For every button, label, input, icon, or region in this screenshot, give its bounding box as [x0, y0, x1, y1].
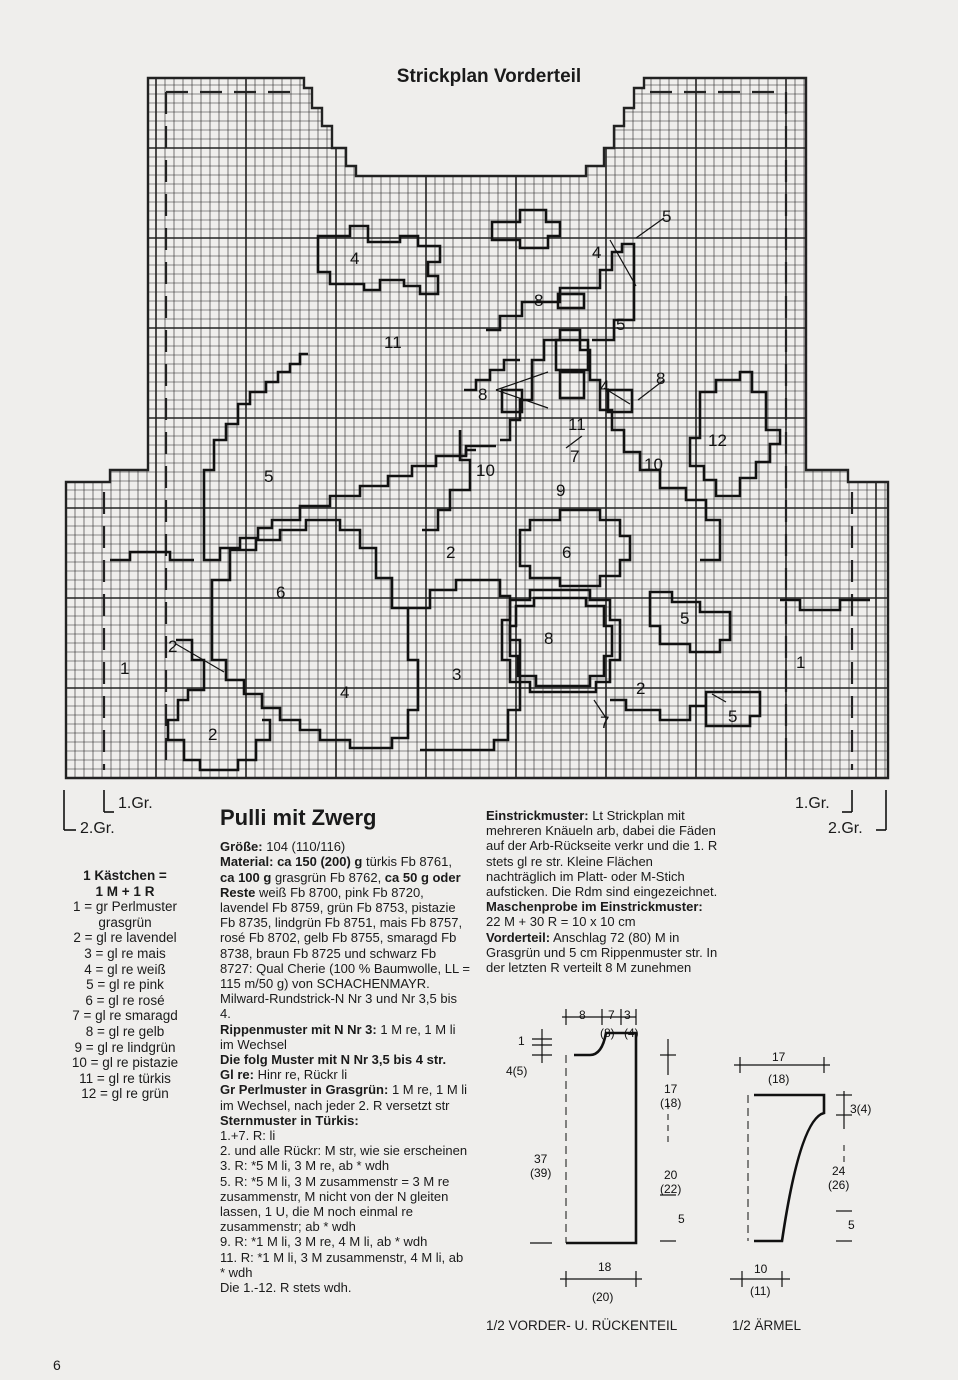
chart-region-number: 10 [644, 455, 663, 474]
legend-item: 12 = gl re grün [81, 1086, 169, 1102]
sternmuster-line: 11. R: *1 M li, 3 M zusammenstr, 4 M li, ab * wdh [220, 1249, 464, 1280]
schema-dim: (4) [624, 1026, 639, 1040]
schema-dim: 3 [624, 1008, 631, 1022]
chart-region-number: 8 [544, 629, 554, 648]
chart-region-number: 10 [476, 461, 495, 480]
schema-sleeve-dim: 24 [832, 1164, 846, 1178]
chart-region-number: 8 [534, 291, 544, 310]
schema-caption-sleeve: 1/2 ÄRMEL [732, 1318, 802, 1333]
legend-item: 6 = gl re rosé [85, 992, 165, 1008]
schema-dim: 18 [598, 1260, 612, 1274]
schema-sleeve-dim: 3(4) [850, 1102, 872, 1116]
schema-caption-body: 1/2 VORDER- U. RÜCKENTEIL [486, 1318, 678, 1333]
pattern-schematics [490, 995, 910, 1304]
schema-dim: (22) [660, 1182, 682, 1196]
sternmuster-line: 2. und alle Rückr: M str, wie sie erscheinen [220, 1143, 468, 1159]
legend-item: 11 = gl re türkis [79, 1070, 171, 1086]
sternmuster-line: 9. R: *1 M li, 3 M re, 4 M li, ab * wdh [220, 1234, 428, 1250]
chart-region-number: 12 [708, 431, 727, 450]
legend-item: 5 = gl re pink [86, 977, 164, 993]
schema-sleeve-dim: 17 [772, 1050, 786, 1064]
legend-item: 2 = gl re lavendel [73, 930, 177, 946]
instructions-column [486, 808, 724, 975]
legend-item: 4 = gl re weiß [84, 961, 166, 977]
schema-sleeve-dim: (11) [750, 1284, 771, 1298]
legend-item: 9 = gl re lindgrün [74, 1039, 176, 1055]
legend-head-1: 1 Kästchen = [83, 868, 167, 883]
chart-region-number: 4 [592, 243, 602, 262]
legend-item: grasgrün [98, 914, 152, 930]
schema-dim: 7 [608, 1008, 615, 1022]
chart-region-number: 11 [568, 415, 586, 434]
sternmuster-line: 1.+7. R: li [220, 1128, 276, 1144]
rippen-paragraph: Rippenmuster mit N Nr 3: 1 M re, 1 M li im Wechsel [220, 1021, 456, 1052]
schema-dim: 20 [664, 1168, 678, 1182]
schema-dim: 17 [664, 1082, 678, 1096]
chart-region-number: 9 [556, 481, 566, 500]
legend-item: 10 = gl re pistazie [71, 1055, 179, 1071]
schema-dim: 8 [579, 1008, 586, 1022]
legend-item: 1 = gr Perlmuster [73, 899, 177, 915]
size-label-right-2: 2.Gr. [828, 820, 863, 837]
chart-region-number: 5 [680, 609, 690, 628]
chart-region-number: 1 [796, 653, 806, 672]
size-label-left-1: 1.Gr. [118, 795, 153, 812]
chart-region-number: 2 [446, 543, 456, 562]
chart-region-number: 5 [728, 707, 738, 726]
schema-dim: (39) [530, 1166, 552, 1180]
chart-region-number: 6 [562, 543, 572, 562]
material-paragraph: Material: ca 150 (200) g türkis Fb 8761, ca 100 g grasgrün Fb 8762, ca 50 g oder Reste weiß Fb 8700, pink Fb 8720, lavendel Fb 8759, grün Fb 8753, pistazie Fb 8735, lindgrün Fb 8751, mais Fb 8757, rosé Fb 8702, gelb Fb 8755, smaragd Fb 8738, braun Fb 8725 und schwarz Fb 8727: Qual Cherie (100 % Baumwolle, LL = 115 m/50 g) von SCHACHENMAYR. Milward-Rundstrick-N Nr 3 und Nr 3,5 bis 4. [220, 854, 470, 1022]
sternmuster-line: 5. R: *5 M li, 3 M zusammenstr = 3 M re zusammenstr, M nicht von der N gleiten lassen, 1 U, die M noch einmal re zusammenstr; ab * wdh [220, 1173, 450, 1235]
size-label-right-1: 1.Gr. [795, 795, 830, 812]
legend-item: 3 = gl re mais [84, 945, 166, 961]
sternmuster-line: Die 1.-12. R stets wdh. [220, 1280, 352, 1296]
einstrickmuster-paragraph: Einstrickmuster: Lt Strickplan mit mehreren Knäueln arb, dabei die Fäden auf der Arb-Rückseite verkr und die 1. R stets gl re str. Kleine Flächen nachträglich im Platt- oder M-Stich aufsticken. Die Rdm sind eingezeichnet. [486, 808, 718, 900]
schema-dim: (20) [592, 1290, 614, 1304]
schema-dim: 4(5) [506, 1064, 528, 1078]
chart-region-number: 5 [264, 467, 274, 486]
perlmuster-paragraph: Gr Perlmuster in Grasgrün: 1 M re, 1 M li im Wechsel, nach jeder 2. R versetzt str [220, 1082, 468, 1113]
chart-region-number: 2 [168, 637, 178, 656]
schema-dim: 5 [678, 1212, 685, 1226]
schema-dim: 37 [534, 1152, 548, 1166]
page-number: 6 [53, 1357, 61, 1373]
legend-head-2: 1 M + 1 R [95, 883, 155, 899]
sternmuster-heading: Sternmuster in Türkis: [220, 1112, 359, 1128]
chart-region-number: 8 [478, 385, 488, 404]
chart-title: Strickplan Vorderteil [370, 66, 608, 88]
chart-region-number: 6 [276, 583, 286, 602]
chart-region-number: 5 [616, 315, 626, 334]
chart-region-number: 3 [452, 665, 462, 684]
schema-dim: (8) [600, 1026, 615, 1040]
chart-region-number: 7 [570, 447, 580, 466]
chart-region-number: 4 [350, 249, 360, 268]
chart-region-number: 7 [600, 713, 610, 732]
legend-item: 8 = gl re gelb [85, 1023, 165, 1039]
chart-region-number: 1 [120, 659, 130, 678]
article-title: Pulli mit Zwerg [220, 805, 377, 830]
maschenprobe-value: 22 M + 30 R = 10 x 10 cm [486, 914, 636, 930]
schema-sleeve-dim: 5 [848, 1218, 855, 1232]
sternmuster-line: 3. R: *5 M li, 3 M re, ab * wdh [220, 1158, 390, 1174]
groesse-paragraph: Größe: 104 (110/116) [220, 839, 346, 855]
chart-region-number: 4 [340, 683, 350, 702]
chart-region-number: 11 [384, 333, 402, 352]
article-column [220, 805, 470, 1296]
schema-dim: (18) [660, 1096, 682, 1110]
schema-sleeve-dim: 10 [754, 1262, 768, 1276]
vorderteil-paragraph: Vorderteil: Anschlag 72 (80) M in Grasgrün und 5 cm Rippenmuster str. In der letzten R verteilt 8 M zunehmen [486, 929, 718, 976]
schema-dim: 1 [518, 1034, 525, 1048]
chart-region-number: 2 [636, 679, 646, 698]
schema-sleeve-dim: (18) [768, 1072, 790, 1086]
color-legend [50, 868, 200, 1102]
chart-region-number: 4 [600, 377, 610, 396]
size-label-left-2: 2.Gr. [80, 820, 115, 837]
glre-paragraph: Gl re: Hinr re, Rückr li [220, 1067, 348, 1083]
folg-muster-heading: Die folg Muster mit N Nr 3,5 bis 4 str. [220, 1052, 447, 1068]
schema-sleeve-dim: (26) [828, 1178, 850, 1192]
chart-region-number: 8 [656, 369, 666, 388]
chart-region-number: 5 [662, 207, 672, 226]
maschenprobe-heading: Maschenprobe im Einstrickmuster: [486, 899, 703, 915]
chart-region-number: 2 [208, 725, 218, 744]
legend-item: 7 = gl re smaragd [72, 1008, 178, 1024]
